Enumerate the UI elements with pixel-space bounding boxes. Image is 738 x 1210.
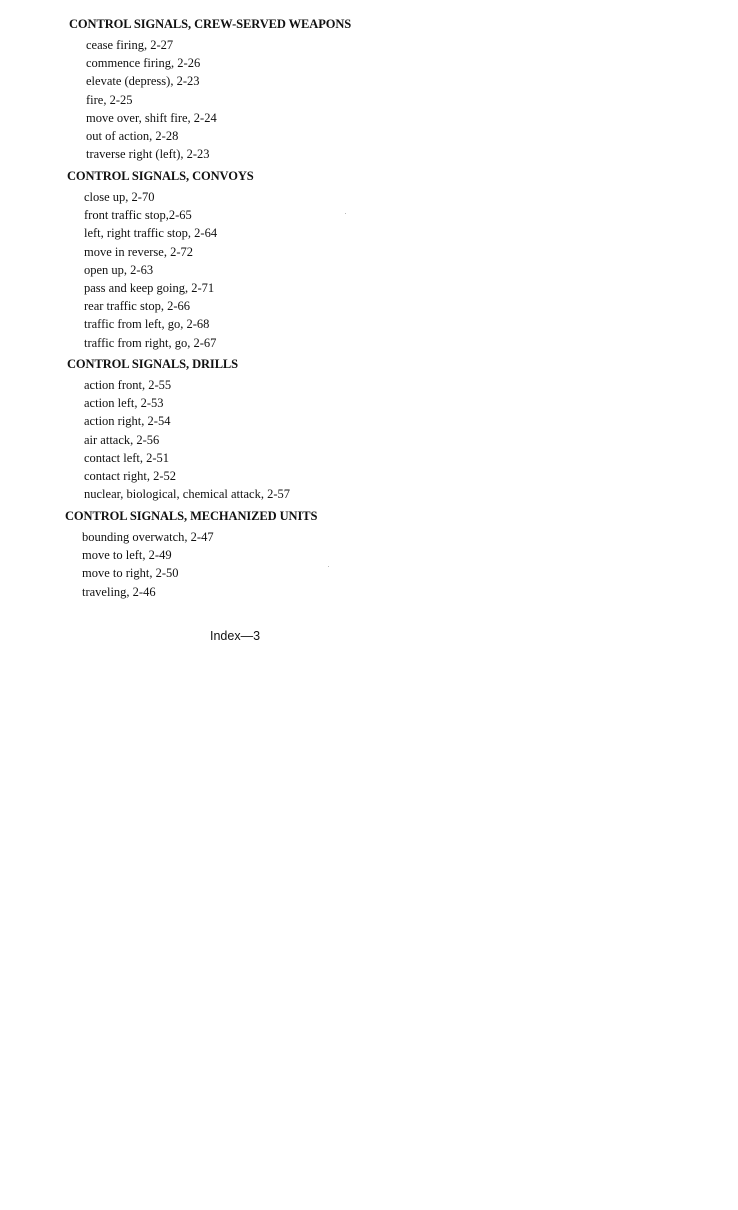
- index-entry: out of action, 2-28: [86, 128, 179, 143]
- scan-speck: [328, 566, 329, 567]
- index-entry: action right, 2-54: [84, 414, 171, 429]
- entry-list: [67, 188, 567, 352]
- index-entry: cease firing, 2-27: [86, 38, 174, 52]
- index-entry: elevate (depress), 2-23: [86, 74, 200, 89]
- index-section-crew-served-weapons: [69, 15, 569, 163]
- index-entry: move to left, 2-49: [82, 548, 172, 563]
- scan-speck: [345, 213, 346, 214]
- index-entry: pass and keep going, 2-71: [84, 280, 215, 295]
- index-entry: commence firing, 2-26: [86, 56, 201, 71]
- index-entry: rear traffic stop, 2-66: [84, 299, 190, 314]
- index-entry: fire, 2-25: [86, 92, 133, 107]
- section-heading: CONTROL SIGNALS, CONVOYS: [67, 169, 254, 183]
- index-entry: bounding overwatch, 2-47: [82, 530, 214, 544]
- index-entry: action front, 2-55: [84, 378, 172, 392]
- index-entry: move over, shift fire, 2-24: [86, 110, 217, 125]
- index-entry: open up, 2-63: [84, 262, 154, 277]
- index-entry: close up, 2-70: [84, 190, 155, 204]
- section-heading: CONTROL SIGNALS, DRILLS: [67, 357, 239, 371]
- index-entry: traveling, 2-46: [82, 584, 156, 599]
- index-entry: air attack, 2-56: [84, 432, 160, 447]
- section-heading: CONTROL SIGNALS, MECHANIZED UNITS: [65, 509, 318, 523]
- index-entry: traffic from right, go, 2-67: [84, 335, 217, 350]
- index-section-mechanized-units: [65, 507, 565, 601]
- index-entry: traverse right (left), 2-23: [86, 147, 210, 162]
- index-entry: nuclear, biological, chemical attack, 2-57: [84, 487, 291, 502]
- index-entry: traffic from left, go, 2-68: [84, 317, 210, 332]
- index-entry: move to right, 2-50: [82, 566, 179, 581]
- page-number: Index—3: [210, 629, 261, 643]
- index-entry: left, right traffic stop, 2-64: [84, 226, 218, 241]
- entry-list: [65, 528, 565, 601]
- entry-list: [69, 36, 569, 163]
- section-heading: CONTROL SIGNALS, CREW-SERVED WEAPONS: [69, 17, 352, 31]
- index-entry: contact left, 2-51: [84, 450, 170, 465]
- entry-list: [67, 376, 567, 503]
- index-entry: contact right, 2-52: [84, 468, 176, 483]
- index-section-convoys: [67, 167, 567, 352]
- index-entry: action left, 2-53: [84, 396, 164, 411]
- index-section-drills: [67, 355, 567, 503]
- index-entry: front traffic stop,2-65: [84, 208, 192, 223]
- index-entry: move in reverse, 2-72: [84, 244, 193, 259]
